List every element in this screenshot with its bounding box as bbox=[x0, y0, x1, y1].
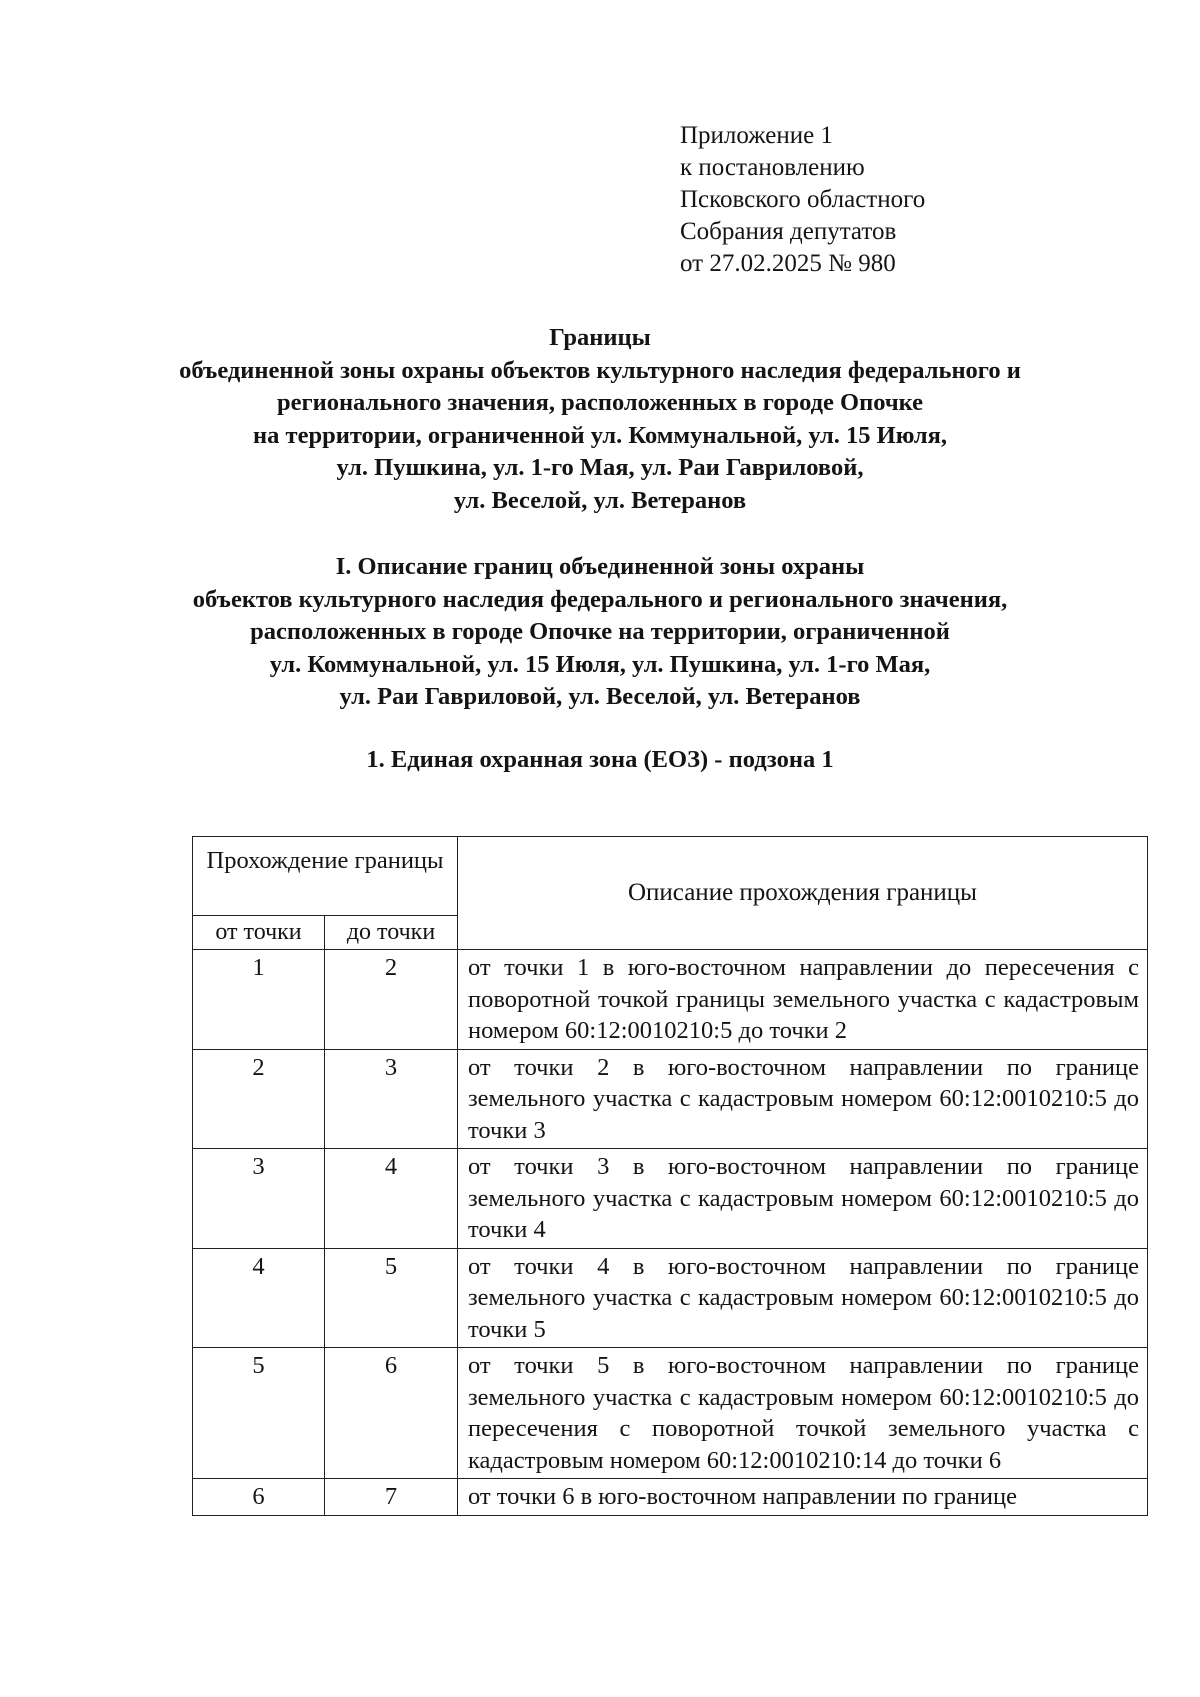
table-row bbox=[193, 1149, 1148, 1249]
cell-from: 3 bbox=[193, 1149, 325, 1249]
section-line: ул. Коммунальной, ул. 15 Июля, ул. Пушкина, ул. 1-го Мая, bbox=[269, 650, 931, 678]
cell-description: от точки 6 в юго-восточном направлении по границе bbox=[458, 1479, 1148, 1516]
cell-description: от точки 4 в юго-восточном направлении по границе земельного участка с кадастровым номером 60:12:0010210:5 до точки 5 bbox=[458, 1248, 1148, 1348]
table-header-row bbox=[193, 837, 1148, 916]
cell-to: 5 bbox=[325, 1248, 458, 1348]
cell-to: 4 bbox=[325, 1149, 458, 1249]
cell-description: от точки 2 в юго-восточном направлении по границе земельного участка с кадастровым номером 60:12:0010210:5 до точки 3 bbox=[458, 1049, 1148, 1149]
title-line: ул. Пушкина, ул. 1-го Мая, ул. Раи Гавриловой, bbox=[336, 454, 864, 481]
cell-from: 4 bbox=[193, 1248, 325, 1348]
cell-to: 3 bbox=[325, 1049, 458, 1149]
cell-description: от точки 3 в юго-восточном направлении по границе земельного участка с кадастровым номером 60:12:0010210:5 до точки 4 bbox=[458, 1149, 1148, 1249]
appendix-line: к постановлению bbox=[680, 154, 865, 181]
table-row bbox=[193, 950, 1148, 1050]
cell-description: от точки 5 в юго-восточном направлении по границе земельного участка с кадастровым номером 60:12:0010210:5 до пересечения с поворотной точкой земельного участка с кадастровым номером 60:12:0010210:14 до точки 6 bbox=[458, 1348, 1148, 1479]
appendix-line: Собрания депутатов bbox=[680, 218, 897, 245]
title-line: ул. Веселой, ул. Ветеранов bbox=[453, 486, 747, 514]
subsection-title: 1. Единая охранная зона (ЕОЗ) - подзона 1 bbox=[366, 746, 834, 773]
cell-from: 5 bbox=[193, 1348, 325, 1479]
title-line: Границы bbox=[549, 324, 651, 351]
section-heading bbox=[150, 551, 1050, 714]
appendix-line: от 27.02.2025 № 980 bbox=[680, 250, 896, 277]
boundary-table bbox=[192, 836, 1148, 1516]
section-line: объектов культурного наследия федерального и регионального значения, bbox=[192, 585, 1008, 613]
section-line: ул. Раи Гавриловой, ул. Веселой, ул. Ветеранов bbox=[339, 683, 861, 710]
section-line: I. Описание границ объединенной зоны охраны bbox=[335, 553, 865, 580]
cell-from: 1 bbox=[193, 950, 325, 1050]
title-line: на территории, ограниченной ул. Коммунальной, ул. 15 Июля, bbox=[253, 421, 947, 449]
document-title bbox=[150, 322, 1050, 517]
appendix-reference bbox=[680, 120, 925, 280]
subsection-heading bbox=[150, 744, 1050, 777]
header-boundary-passage: Прохождение границы bbox=[193, 837, 458, 916]
cell-to: 2 bbox=[325, 950, 458, 1050]
title-line: регионального значения, расположенных в городе Опочке bbox=[276, 389, 924, 416]
title-line: объединенной зоны охраны объектов культурного наследия федерального и bbox=[179, 356, 1021, 384]
header-from-point: от точки bbox=[193, 916, 325, 950]
appendix-line: Псковского областного bbox=[680, 186, 926, 213]
table-row bbox=[193, 1479, 1148, 1516]
cell-description: от точки 1 в юго-восточном направлении до пересечения с поворотной точкой границы земельного участка с кадастровым номером 60:12:0010210:5 до точки 2 bbox=[458, 950, 1148, 1050]
table-row bbox=[193, 1248, 1148, 1348]
cell-to: 7 bbox=[325, 1479, 458, 1516]
header-description: Описание прохождения границы bbox=[458, 837, 1148, 950]
appendix-line: Приложение 1 bbox=[680, 122, 833, 149]
table-row bbox=[193, 1348, 1148, 1479]
cell-from: 2 bbox=[193, 1049, 325, 1149]
table-row bbox=[193, 1049, 1148, 1149]
cell-from: 6 bbox=[193, 1479, 325, 1516]
cell-to: 6 bbox=[325, 1348, 458, 1479]
header-to-point: до точки bbox=[325, 916, 458, 950]
section-line: расположенных в городе Опочке на территории, ограниченной bbox=[250, 618, 950, 645]
